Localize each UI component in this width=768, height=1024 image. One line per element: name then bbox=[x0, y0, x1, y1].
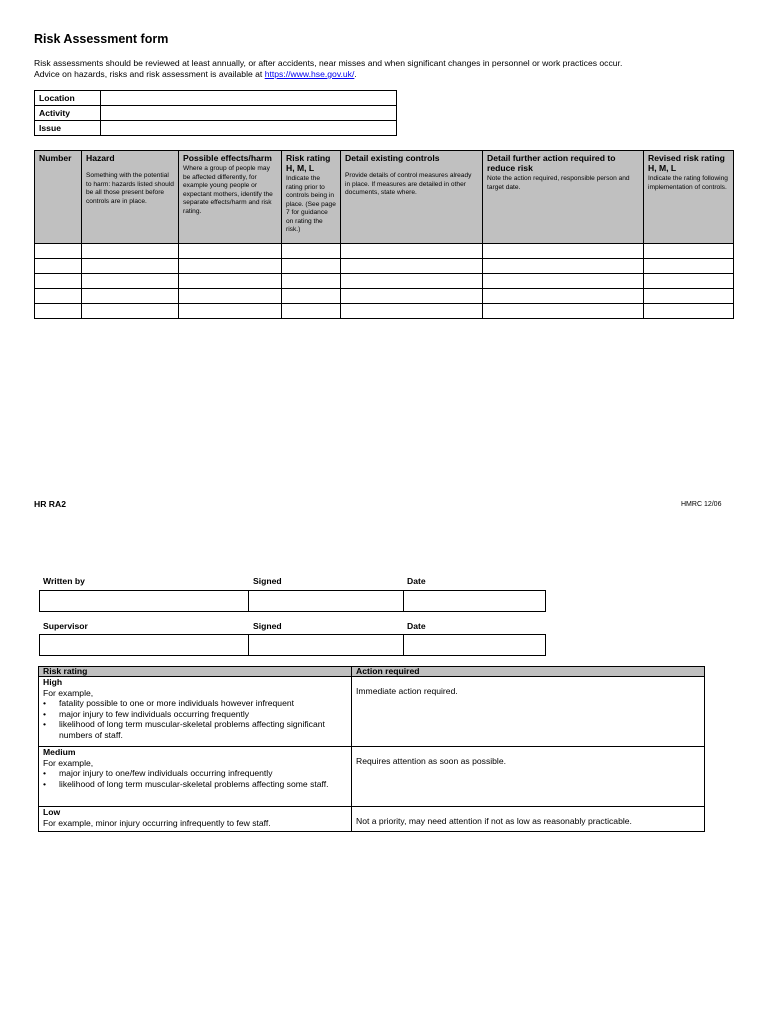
risk-rating-header: Risk rating bbox=[39, 667, 352, 677]
issue-field[interactable] bbox=[101, 121, 397, 136]
col-effects-desc: Where a group of people may be affected differently, for example young people or expectant mothers, identify the separate effects/harm and risk rating. bbox=[183, 165, 273, 215]
supervisor-row bbox=[40, 635, 546, 656]
risk-level-low bbox=[39, 807, 352, 832]
table-cell[interactable] bbox=[483, 274, 644, 289]
table-cell[interactable] bbox=[179, 304, 282, 319]
hse-link[interactable]: https://www.hse.gov.uk/ bbox=[264, 69, 355, 79]
table-row bbox=[35, 289, 734, 304]
table-cell[interactable] bbox=[282, 274, 341, 289]
table-cell[interactable] bbox=[35, 304, 82, 319]
action-high: Immediate action required. bbox=[352, 677, 705, 747]
intro-line-1: Risk assessments should be reviewed at least annually, or after accidents, near misses and when significant changes in personnel or work practices occur. bbox=[34, 58, 623, 68]
table-cell[interactable] bbox=[82, 274, 179, 289]
col-number bbox=[35, 151, 82, 244]
risk-level-high bbox=[39, 677, 352, 747]
supervisor-label: Supervisor bbox=[43, 621, 88, 631]
signed-label-1: Signed bbox=[253, 576, 282, 586]
table-cell[interactable] bbox=[341, 304, 483, 319]
table-cell[interactable] bbox=[35, 289, 82, 304]
list-item: • likelihood of long term muscular-skeletal problems affecting significant numbers of staff. bbox=[59, 719, 347, 740]
table-cell[interactable] bbox=[82, 244, 179, 259]
table-cell[interactable] bbox=[282, 289, 341, 304]
col-effects-heading: Possible effects/harm bbox=[183, 153, 272, 163]
meta-row-location bbox=[35, 91, 397, 106]
intro-text bbox=[34, 58, 734, 80]
col-revised-rating-desc: Indicate the rating following implementation of controls. bbox=[648, 175, 728, 191]
table-cell[interactable] bbox=[35, 274, 82, 289]
action-medium: Requires attention as soon as possible. bbox=[352, 747, 705, 807]
risk-level-high-intro: For example, bbox=[43, 687, 94, 698]
col-effects bbox=[179, 151, 282, 244]
table-cell[interactable] bbox=[282, 259, 341, 274]
col-risk-rating-heading: Risk rating H, M, L bbox=[286, 153, 331, 173]
table-cell[interactable] bbox=[341, 274, 483, 289]
meta-row-issue bbox=[35, 121, 397, 136]
table-cell[interactable] bbox=[644, 274, 734, 289]
table-row bbox=[35, 244, 734, 259]
risk-assessment-table bbox=[34, 150, 734, 319]
col-hazard-heading: Hazard bbox=[86, 153, 115, 163]
list-item: • fatality possible to one or more individuals however infrequent bbox=[59, 698, 347, 709]
date-label-2: Date bbox=[407, 621, 426, 631]
written-by-signature-field[interactable] bbox=[249, 591, 404, 612]
col-risk-rating-desc: Indicate the rating prior to controls being in place. (See page 7 for guidance on rating the risk.) bbox=[286, 175, 336, 233]
written-by-row bbox=[40, 591, 546, 612]
meta-label-activity: Activity bbox=[35, 106, 101, 121]
col-existing-controls bbox=[341, 151, 483, 244]
page-title: Risk Assessment form bbox=[34, 32, 169, 46]
col-number-heading: Number bbox=[39, 153, 72, 163]
risk-level-medium-row bbox=[39, 747, 705, 807]
col-further-action-desc: Note the action required, responsible person and target date. bbox=[487, 175, 630, 191]
meta-row-activity bbox=[35, 106, 397, 121]
col-hazard-desc: Something with the potential to harm: hazards listed should be all those present before controls are in place. bbox=[86, 172, 174, 205]
col-further-action-heading: Detail further action required to reduce risk bbox=[487, 153, 616, 173]
table-cell[interactable] bbox=[179, 289, 282, 304]
location-field[interactable] bbox=[101, 91, 397, 106]
list-item: • major injury to few individuals occurring frequently bbox=[59, 709, 347, 720]
supervisor-signature-field[interactable] bbox=[249, 635, 404, 656]
footer-version: HMRC 12/06 bbox=[681, 501, 722, 508]
written-by-field[interactable] bbox=[40, 591, 249, 612]
table-cell[interactable] bbox=[179, 274, 282, 289]
col-further-action bbox=[483, 151, 644, 244]
intro-line-2-suffix: . bbox=[354, 69, 357, 79]
risk-level-low-intro: For example, minor injury occurring infrequently to few staff. bbox=[43, 817, 271, 828]
risk-level-medium-label: Medium bbox=[43, 747, 76, 757]
risk-rating-guide-header bbox=[39, 667, 705, 677]
risk-level-high-row bbox=[39, 677, 705, 747]
table-cell[interactable] bbox=[82, 304, 179, 319]
table-cell[interactable] bbox=[341, 244, 483, 259]
risk-table-header bbox=[35, 151, 734, 244]
activity-field[interactable] bbox=[101, 106, 397, 121]
col-revised-rating bbox=[644, 151, 734, 244]
table-cell[interactable] bbox=[82, 259, 179, 274]
signed-label-2: Signed bbox=[253, 621, 282, 631]
risk-level-low-label: Low bbox=[43, 807, 61, 817]
risk-rating-guide-table bbox=[38, 666, 705, 832]
intro-line-2-prefix: Advice on hazards, risks and risk assessment is available at bbox=[34, 69, 265, 79]
table-cell[interactable] bbox=[35, 259, 82, 274]
table-cell[interactable] bbox=[644, 289, 734, 304]
action-low: Not a priority, may need attention if not as low as reasonably practicable. bbox=[352, 807, 705, 832]
risk-level-medium-intro: For example, bbox=[43, 757, 94, 768]
list-item: • major injury to one/few individuals occurring infrequently bbox=[59, 768, 347, 779]
table-cell[interactable] bbox=[483, 259, 644, 274]
footer-form-code: HR RA2 bbox=[34, 499, 66, 509]
action-required-header: Action required bbox=[352, 667, 705, 677]
supervisor-table bbox=[39, 634, 546, 656]
table-row bbox=[35, 274, 734, 289]
col-existing-controls-heading: Detail existing controls bbox=[345, 153, 440, 163]
table-cell[interactable] bbox=[282, 304, 341, 319]
table-cell[interactable] bbox=[644, 304, 734, 319]
risk-level-low-row bbox=[39, 807, 705, 832]
table-cell[interactable] bbox=[644, 244, 734, 259]
table-cell[interactable] bbox=[341, 259, 483, 274]
table-cell[interactable] bbox=[483, 244, 644, 259]
table-cell[interactable] bbox=[35, 244, 82, 259]
table-cell[interactable] bbox=[483, 289, 644, 304]
meta-label-issue: Issue bbox=[35, 121, 101, 136]
written-by-label: Written by bbox=[43, 576, 85, 586]
list-item: • likelihood of long term muscular-skeletal problems affecting some staff. bbox=[59, 779, 347, 790]
risk-level-high-label: High bbox=[43, 677, 63, 687]
meta-label-location: Location bbox=[35, 91, 101, 106]
intro-line-2 bbox=[34, 69, 734, 80]
table-cell[interactable] bbox=[82, 289, 179, 304]
written-by-date-field[interactable] bbox=[404, 591, 546, 612]
supervisor-field[interactable] bbox=[40, 635, 249, 656]
table-cell[interactable] bbox=[282, 244, 341, 259]
written-by-table bbox=[39, 590, 546, 612]
supervisor-date-field[interactable] bbox=[404, 635, 546, 656]
col-existing-controls-desc: Provide details of control measures already in place. If measures are detailed in other documents, state where. bbox=[345, 172, 472, 196]
table-cell[interactable] bbox=[341, 289, 483, 304]
risk-level-medium-list bbox=[43, 768, 347, 789]
risk-level-medium bbox=[39, 747, 352, 807]
meta-table bbox=[34, 90, 397, 136]
risk-level-high-list bbox=[43, 698, 347, 740]
table-cell[interactable] bbox=[644, 259, 734, 274]
date-label-1: Date bbox=[407, 576, 426, 586]
col-risk-rating bbox=[282, 151, 341, 244]
table-cell[interactable] bbox=[179, 259, 282, 274]
col-hazard bbox=[82, 151, 179, 244]
col-revised-rating-heading: Revised risk rating H, M, L bbox=[648, 153, 725, 173]
table-row bbox=[35, 259, 734, 274]
table-row bbox=[35, 304, 734, 319]
table-cell[interactable] bbox=[179, 244, 282, 259]
table-cell[interactable] bbox=[483, 304, 644, 319]
